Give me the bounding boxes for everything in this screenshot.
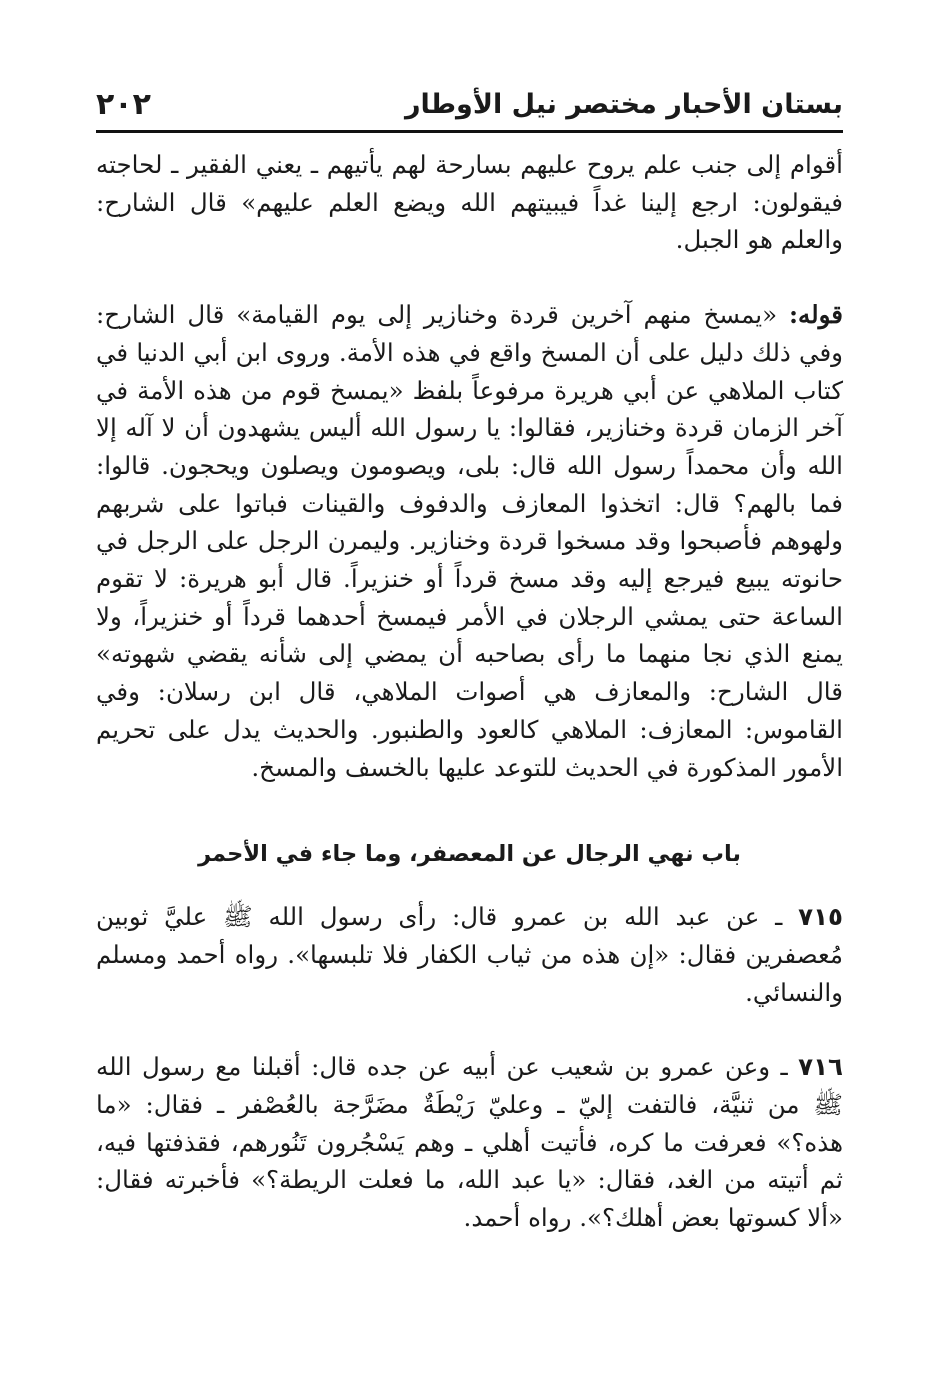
hadith-716 xyxy=(96,1048,843,1237)
page-header xyxy=(96,78,843,133)
paragraph-lead-word: قوله: xyxy=(788,300,843,330)
paragraph-commentary-text: «يمسخ منهم آخرين قردة وخنازير إلى يوم القيامة» قال الشارح: وفي ذلك دليل على أن المسخ واقع في هذه الأمة. وروى ابن أبي الدنيا في كتاب الملاهي عن أبي هريرة مرفوعاً بلفظ «يمسخ قوم من هذه الأمة في آخر الزمان قردة وخنازير، فقالوا: يا رسول الله أليس يشهدون أن لا آله إلا الله وأن محمداً رسول الله قال: بلى، ويصومون ويصلون ويحجون. قالوا: فما بالهم؟ قال: اتخذوا المعازف والدفوف والقينات فباتوا على شربهم ولهوهم فأصبحوا وقد مسخوا قردة وخنازير. وليمرن الرجل على الرجل في حانوته يبيع فيرجع إليه وقد مسخ قرداً أو خنزيراً. قال أبو هريرة: لا تقوم الساعة حتى يمشي الرجلان في الأمر فيمسخ أحدهما قرداً أو خنزيراً، ولا يمنع الذي نجا منهما ما رأى بصاحبه أن يمضي إلى شأنه يقضي شهوته» قال الشارح: والمعازف هي أصوات الملاهي، قال ابن رسلان: وفي القاموس: المعازف: الملاهي كالعود والطنبور. والحديث يدل على تحريم الأمور المذكورة في الحديث للتوعد عليها بالخسف والمسخ. xyxy=(96,300,843,782)
paragraph-continuation: أقوام إلى جنب علم يروح عليهم بسارحة لهم يأتيهم ـ يعني الفقير ـ لحاجته فيقولون: ارجع إلينا غداً فيبيتهم الله ويضع العلم عليهم» قال الشارح: والعلم هو الجبل. xyxy=(96,150,843,255)
page-body xyxy=(96,146,843,1237)
section-heading: باب نهي الرجال عن المعصفر، وما جاء في الأحمر xyxy=(198,841,741,868)
hadith-text: ـ وعن عمرو بن شعيب عن أبيه عن جده قال: أقبلنا مع رسول الله ﷺ من ثنيَّة، فالتفت إليّ ـ وعليّ رَيْطَةٌ مضَرَّجة بالعُصْفر ـ فقال: «ما هذه؟» فعرفت ما كره، فأتيت أهلي ـ وهم يَسْجُرون تَنُورهم، فقذفتها فيه، ثم أتيته من الغد، فقال: «يا عبد الله، ما فعلت الريطة؟» فأخبرته فقال: «ألا كسوتها بعض أهلك؟». رواه أحمد. xyxy=(96,1052,843,1233)
hadith-number: ٧١٦ xyxy=(798,1052,843,1082)
book-title: بستان الأحبار مختصر نيل الأوطار xyxy=(404,88,843,120)
page-number: ٢٠٢ xyxy=(96,86,151,122)
hadith-text: ـ عن عبد الله بن عمرو قال: رأى رسول الله ﷺ عليَّ ثوبين مُعصفرين فقال: «إن هذه من ثياب الكفار فلا تلبسها». رواه أحمد ومسلم والنسائي. xyxy=(96,902,843,1007)
paragraph-commentary xyxy=(96,296,843,786)
hadith-number: ٧١٥ xyxy=(798,902,843,932)
hadith-715 xyxy=(96,898,843,1011)
